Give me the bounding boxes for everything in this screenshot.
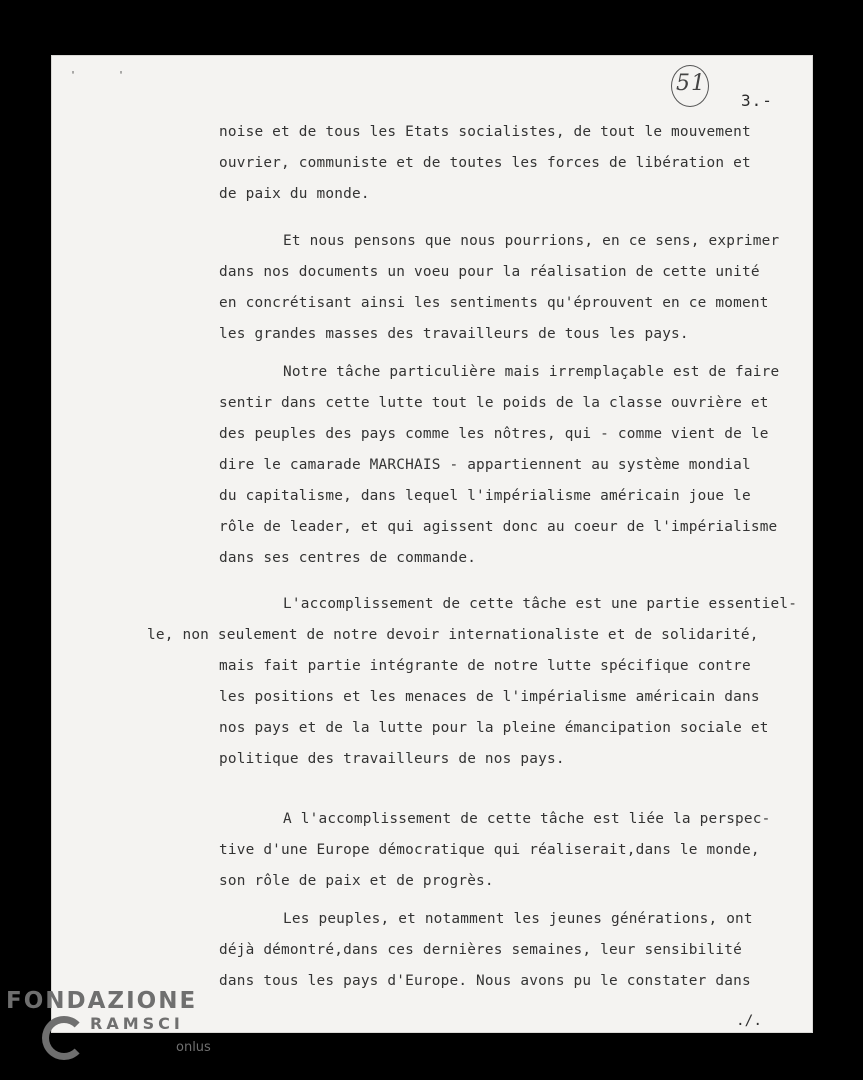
text-line: politique des travailleurs de nos pays. (219, 751, 565, 767)
text-line: noise et de tous les Etats socialistes, de tout le mouvement (219, 124, 751, 140)
watermark-line3: onlus (176, 1040, 211, 1055)
text-line: dire le camarade MARCHAIS - appartiennent au système mondial (219, 457, 751, 473)
text-line: les positions et les menaces de l'impérialisme américain dans (219, 689, 760, 705)
text-line: rôle de leader, et qui agissent donc au coeur de l'impérialisme (219, 519, 778, 535)
page-number: 3.- (741, 91, 773, 110)
gramsci-g-logo-icon (42, 1016, 86, 1060)
text-line: dans ses centres de commande. (219, 550, 477, 566)
text-line: dans tous les pays d'Europe. Nous avons pu le constater dans (219, 973, 751, 989)
corner-marks: ' ' (70, 70, 143, 81)
watermark-line1: FONDAZIONE (6, 988, 198, 1014)
text-line: nos pays et de la lutte pour la pleine émancipation sociale et (219, 720, 769, 736)
text-line: son rôle de paix et de progrès. (219, 873, 494, 889)
text-line: sentir dans cette lutte tout le poids de la classe ouvrière et (219, 395, 769, 411)
text-line: déjà démontré,dans ces dernières semaines, leur sensibilité (219, 942, 742, 958)
text-line: tive d'une Europe démocratique qui réaliserait,dans le monde, (219, 842, 760, 858)
text-line: Et nous pensons que nous pourrions, en ce sens, exprimer (283, 233, 780, 249)
text-line: dans nos documents un voeu pour la réalisation de cette unité (219, 264, 760, 280)
text-line: les grandes masses des travailleurs de tous les pays. (219, 326, 689, 342)
text-line: en concrétisant ainsi les sentiments qu'éprouvent en ce moment (219, 295, 769, 311)
text-line: des peuples des pays comme les nôtres, qui - comme vient de le (219, 426, 769, 442)
watermark-line2: RAMSCI (90, 1014, 184, 1033)
text-line: Notre tâche particulière mais irremplaçable est de faire (283, 364, 780, 380)
text-line: le, non seulement de notre devoir internationaliste et de solidarité, (147, 627, 759, 643)
text-line: de paix du monde. (219, 186, 370, 202)
text-line: Les peuples, et notamment les jeunes générations, ont (283, 911, 753, 927)
document-page (51, 55, 813, 1033)
text-line: du capitalisme, dans lequel l'impérialisme américain joue le (219, 488, 751, 504)
text-line: L'accomplissement de cette tâche est une partie essentiel- (283, 596, 798, 612)
folio-number: 51 (676, 71, 706, 96)
text-line: mais fait partie intégrante de notre lutte spécifique contre (219, 658, 751, 674)
text-line: ouvrier, communiste et de toutes les forces de libération et (219, 155, 751, 171)
text-line: A l'accomplissement de cette tâche est liée la perspec- (283, 811, 771, 827)
continuation-mark: ./. (736, 1013, 762, 1029)
